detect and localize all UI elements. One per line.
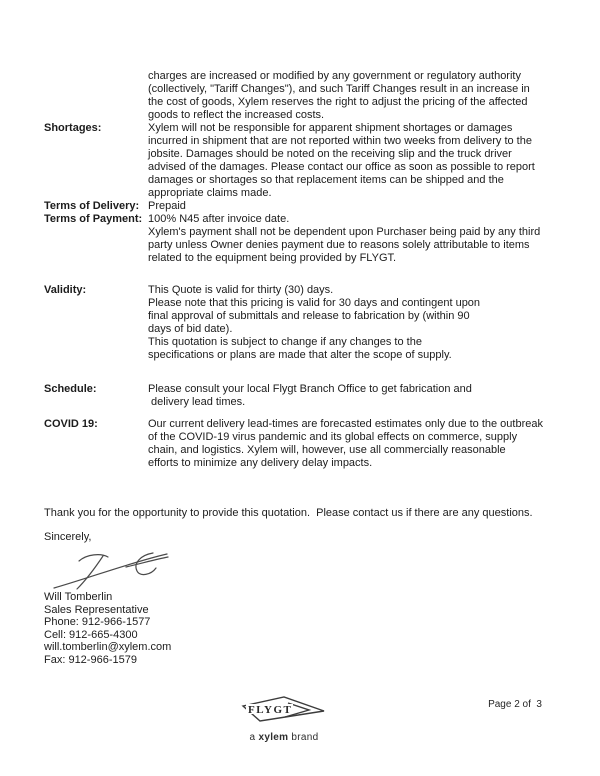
text-line: party unless Owner denies payment due to reasons solely attributable to items [148, 239, 530, 251]
text-line: charges are increased or modified by any government or regulatory authority [148, 70, 521, 82]
xylem-brand-tagline [238, 731, 330, 744]
text-line: Prepaid [148, 200, 186, 212]
text-line: Please note that this pricing is valid for 30 days and contingent upon [148, 297, 481, 309]
contact-block [44, 591, 566, 666]
text-line: This quotation is subject to change if any changes to the [148, 336, 422, 348]
signer-cell: Cell: 912-665-4300 [44, 628, 138, 641]
tagline-brand: xylem [258, 732, 289, 743]
text-line: days of bid date). [148, 323, 233, 335]
text-line: Please consult your local Flygt Branch Office to get fabrication and [148, 383, 472, 395]
signer-phone: Phone: 912-966-1577 [44, 616, 151, 628]
text-line: appropriate claims made. [148, 187, 272, 199]
text-line: incurred in shipment that are not reported within two weeks from delivery to the [148, 135, 532, 147]
section-label: COVID 19: [44, 418, 98, 430]
text-line: jobsite. Damages should be noted on the receiving slip and the truck driver [148, 148, 512, 160]
section-terms-of-delivery [44, 200, 566, 213]
signer-title: Sales Representative [44, 603, 149, 616]
text-line: goods to reflect the increased costs. [148, 109, 325, 121]
section-label: Schedule: [44, 383, 97, 395]
text-line: Xylem's payment shall not be dependent upon Purchaser being paid by any third [148, 226, 541, 238]
page-number: Page 2 of 3 [488, 699, 542, 710]
section-terms-of-payment [44, 213, 566, 265]
text-line: related to the equipment being provided by FLYGT. [148, 252, 397, 264]
text-line: delivery lead times. [148, 396, 246, 408]
signer-fax: Fax: 912-966-1579 [44, 653, 137, 666]
flygt-logo-text: FLYGT [248, 704, 293, 716]
salutation: Sincerely, [44, 531, 92, 543]
thank-you-line: Thank you for the opportunity to provide this quotation. Please contact us if there are any questions. [44, 507, 533, 519]
section-schedule [44, 383, 566, 409]
text-line: (collectively, "Tariff Changes"), and such Tariff Changes result in an increase in [148, 83, 530, 95]
text-line: Xylem will not be responsible for apparent shipment shortages or damages [148, 122, 513, 134]
text-line: chain, and logistics. Xylem will, however, use all commercially reasonable [148, 444, 506, 456]
text-line: This Quote is valid for thirty (30) days. [148, 284, 334, 296]
text-line: the cost of goods, Xylem reserves the right to adjust the pricing of the affected [148, 96, 528, 108]
flygt-logo [238, 694, 330, 744]
section-shortages [44, 122, 566, 200]
text-line: specifications or plans are made that alter the scope of supply. [148, 349, 452, 361]
text-line: efforts to minimize any delivery delay impacts. [148, 457, 373, 469]
text-line: 100% N45 after invoice date. [148, 213, 290, 225]
text-line: Our current delivery lead-times are forecasted estimates only due to the outbreak [148, 418, 543, 430]
text-line: final approval of submittals and release to fabrication by (within 90 [148, 310, 470, 322]
signature-image [52, 546, 170, 590]
text-line: of the COVID-19 virus pandemic and its global effects on commerce, supply [148, 431, 518, 443]
signer-email: will.tomberlin@xylem.com [44, 641, 172, 653]
signer-name: Will Tomberlin [44, 591, 113, 603]
text-line: advised of the damages. Please contact our office as soon as possible to report [148, 161, 535, 173]
section-label: Shortages: [44, 122, 102, 134]
tagline-prefix: a [249, 732, 259, 743]
section-label: Terms of Delivery: [44, 200, 140, 212]
text-line: damages or shortages so that replacement items can be shipped and the [148, 174, 504, 186]
section-label: Terms of Payment: [44, 213, 143, 225]
section-label: Validity: [44, 284, 87, 296]
document-body [44, 70, 566, 666]
section-covid-19 [44, 418, 566, 470]
tagline-suffix: brand [288, 732, 319, 743]
flygt-arrow-icon [240, 694, 328, 724]
section-tariff-continuation [44, 70, 566, 122]
section-validity [44, 284, 566, 362]
